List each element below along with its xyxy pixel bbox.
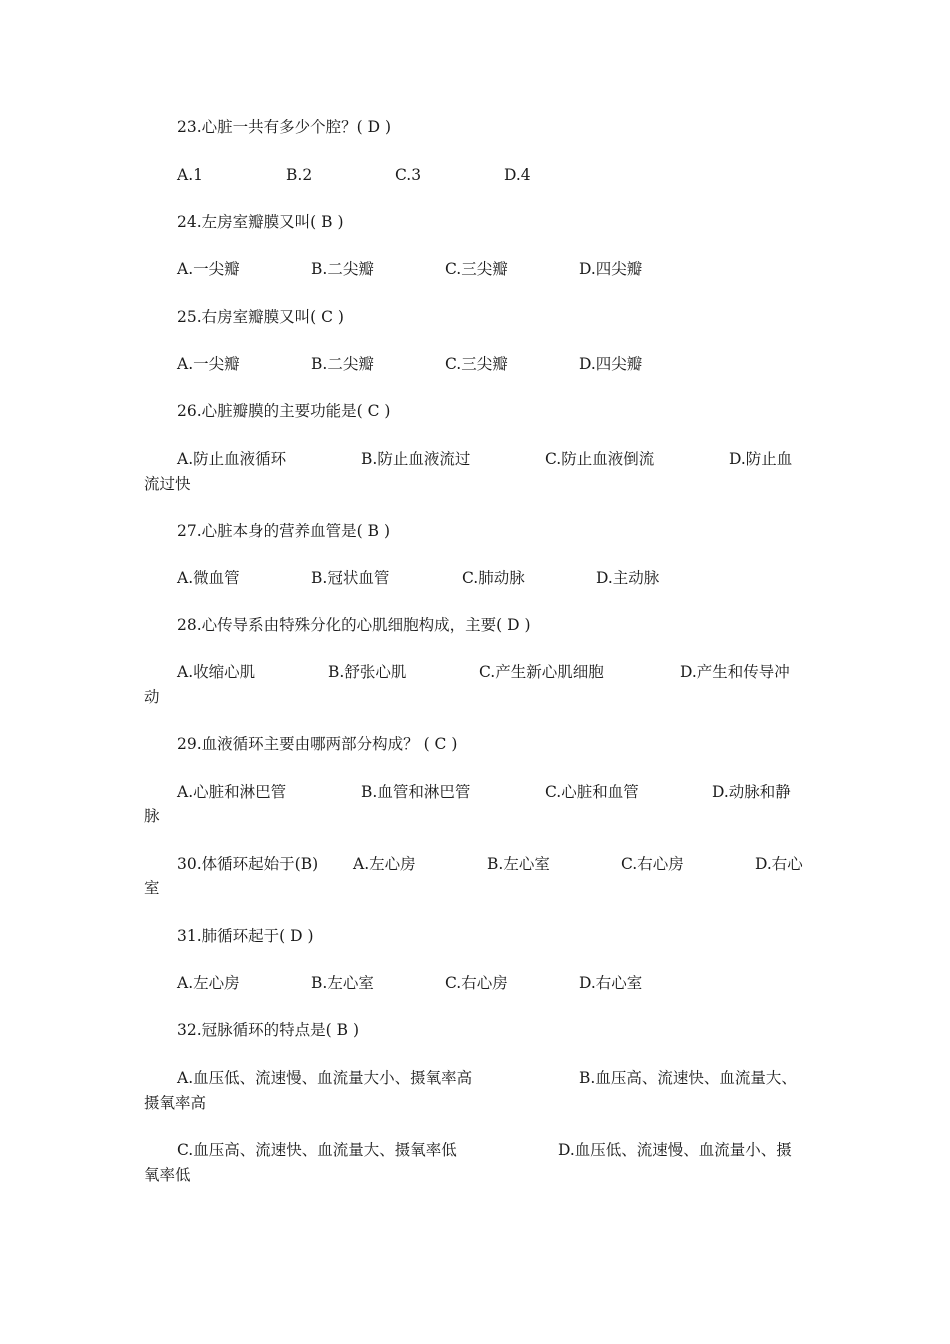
option-row [0, 1066, 950, 1090]
option-a: A.一尖瓣 [177, 260, 240, 278]
option-b: B.舒张心肌 [328, 663, 407, 681]
option-a: A.心脏和淋巴管 [177, 783, 287, 801]
option-c: C.右心房 [445, 974, 508, 992]
question-text: 28.心传导系由特殊分化的心肌细胞构成，主要( D ) [177, 616, 531, 634]
option-d: D.血压低、流速慢、血流量小、摄 [558, 1141, 792, 1159]
option-row [0, 660, 950, 684]
question-text: 30.体循环起始于(B) [177, 855, 319, 873]
continuation-text: 室 [144, 879, 160, 897]
question-text: 29.血液循环主要由哪两部分构成？ ( C ) [177, 735, 458, 753]
continuation-text: 氧率低 [144, 1166, 191, 1184]
option-b: B.二尖瓣 [311, 260, 374, 278]
option-continuation [0, 1163, 950, 1187]
option-d: D.右心 [755, 855, 803, 873]
option-c: C.3 [395, 166, 422, 184]
option-b: B.左心室 [311, 974, 374, 992]
option-row [0, 257, 950, 281]
option-c: C.血压高、流速快、血流量大、摄氧率低 [177, 1141, 457, 1159]
question-stem [0, 852, 950, 876]
question-text: 31.肺循环起于( D ) [177, 927, 314, 945]
question-text: 25.右房室瓣膜又叫( C ) [177, 308, 344, 326]
option-c: C.产生新心肌细胞 [479, 663, 604, 681]
option-b: B.防止血液流过 [361, 450, 471, 468]
option-d: D.四尖瓣 [579, 355, 643, 373]
continuation-text: 脉 [144, 807, 160, 825]
option-row [0, 780, 950, 804]
option-row [0, 163, 950, 187]
option-a: A.左心房 [177, 974, 240, 992]
continuation-text: 流过快 [144, 475, 191, 493]
option-d: D.右心室 [579, 974, 643, 992]
option-d: D.主动脉 [596, 569, 660, 587]
question-text: 24.左房室瓣膜又叫( B ) [177, 213, 344, 231]
question-text: 32.冠脉循环的特点是( B ) [177, 1021, 359, 1039]
option-c: C.右心房 [621, 855, 684, 873]
option-continuation [0, 876, 950, 900]
option-d: D.四尖瓣 [579, 260, 643, 278]
option-b: B.左心室 [487, 855, 550, 873]
option-row [0, 352, 950, 376]
option-a: A.防止血液循环 [177, 450, 287, 468]
continuation-text: 动 [144, 688, 160, 706]
question-stem [0, 519, 950, 543]
option-a: A.一尖瓣 [177, 355, 240, 373]
option-b: B.二尖瓣 [311, 355, 374, 373]
option-a: A.微血管 [177, 569, 240, 587]
question-text: 27.心脏本身的营养血管是( B ) [177, 522, 390, 540]
question-stem [0, 399, 950, 423]
option-a: A.左心房 [353, 855, 416, 873]
option-c: C.心脏和血管 [545, 783, 639, 801]
question-stem [0, 210, 950, 234]
question-text: 23.心脏一共有多少个腔？( D ) [177, 118, 392, 136]
option-continuation [0, 472, 950, 496]
option-row [0, 447, 950, 471]
option-d: D.防止血 [729, 450, 793, 468]
option-c: C.三尖瓣 [445, 260, 508, 278]
option-row [0, 1138, 950, 1162]
option-b: B.血压高、流速快、血流量大、 [579, 1069, 797, 1087]
question-stem [0, 305, 950, 329]
question-stem [0, 613, 950, 637]
option-row [0, 566, 950, 590]
option-b: B.冠状血管 [311, 569, 390, 587]
option-c: C.肺动脉 [462, 569, 525, 587]
continuation-text: 摄氧率高 [144, 1094, 207, 1112]
question-stem [0, 1018, 950, 1042]
option-row [0, 971, 950, 995]
option-a: A.1 [177, 166, 203, 184]
question-stem [0, 732, 950, 756]
question-stem [0, 924, 950, 948]
option-a: A.收缩心肌 [177, 663, 256, 681]
option-d: D.产生和传导冲 [680, 663, 790, 681]
option-a: A.血压低、流速慢、血流量大小、摄氧率高 [177, 1069, 473, 1087]
question-stem [0, 115, 950, 139]
option-d: D.动脉和静 [712, 783, 791, 801]
question-text: 26.心脏瓣膜的主要功能是( C ) [177, 402, 391, 420]
option-continuation [0, 804, 950, 828]
option-c: C.三尖瓣 [445, 355, 508, 373]
option-d: D.4 [504, 166, 531, 184]
option-b: B.血管和淋巴管 [361, 783, 471, 801]
option-c: C.防止血液倒流 [545, 450, 655, 468]
option-continuation [0, 1091, 950, 1115]
option-b: B.2 [286, 166, 313, 184]
option-continuation [0, 685, 950, 709]
